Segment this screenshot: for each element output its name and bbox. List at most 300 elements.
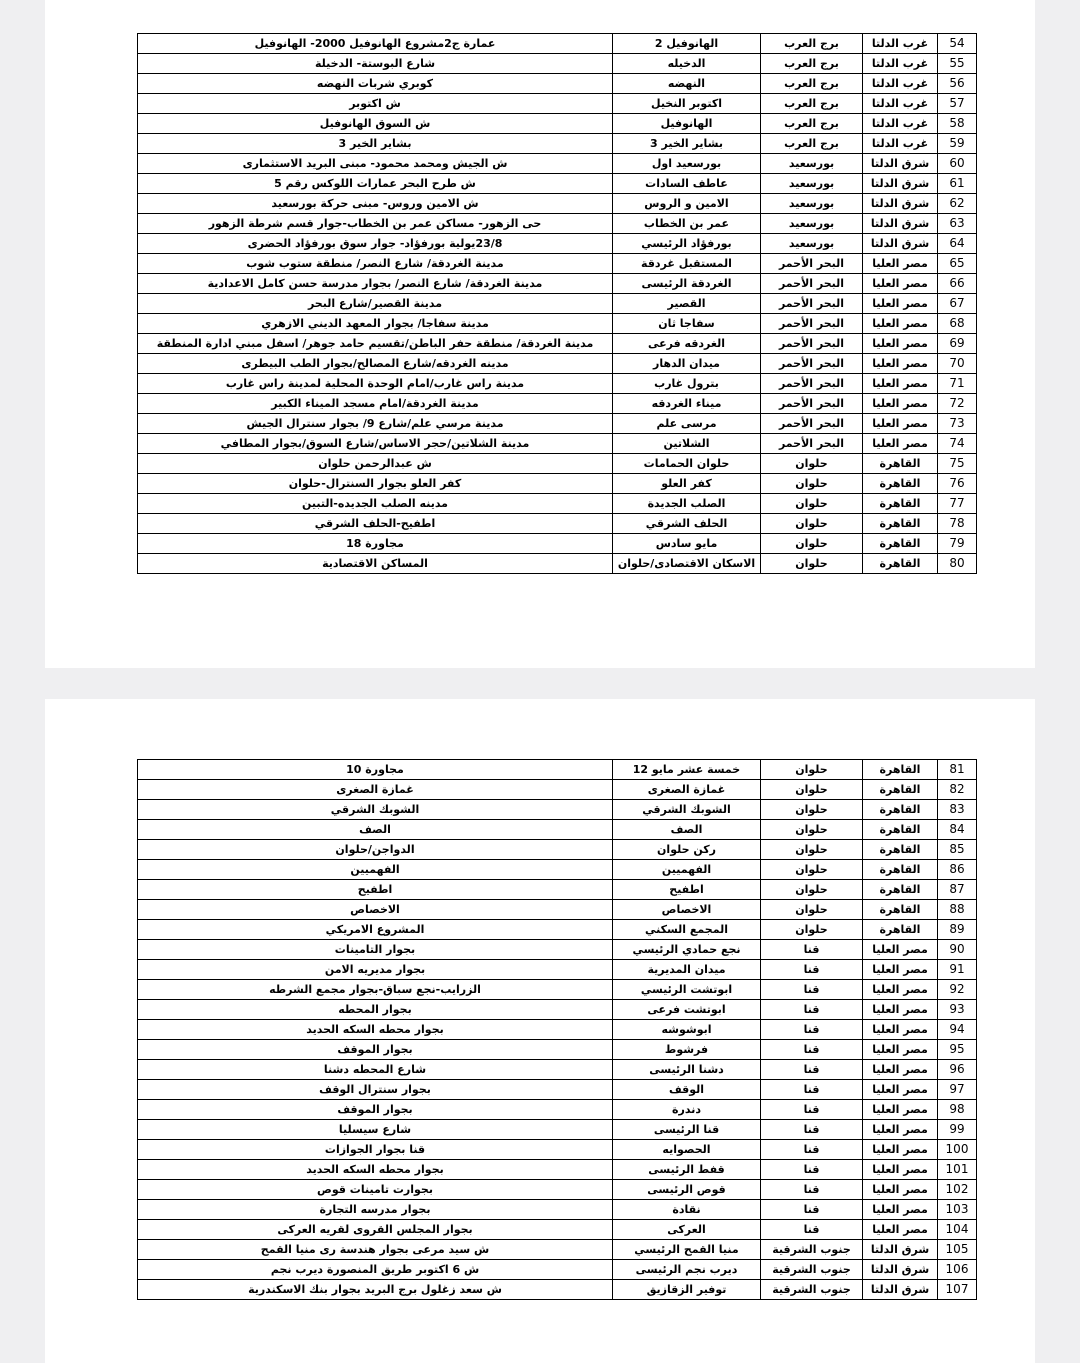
row-number-cell: 57 [938,94,977,114]
address-cell: بجوار الموقف [138,1100,613,1120]
region-cell: مصر العليا [863,1080,938,1100]
office-cell: قنا الرئيسى [613,1120,761,1140]
region-cell: القاهرة [863,760,938,780]
row-number-cell: 60 [938,154,977,174]
branches-table-1 [137,33,977,574]
region-cell: شرق الدلتا [863,1280,938,1300]
row-number-cell: 66 [938,274,977,294]
table-row [138,274,977,294]
governorate-cell: بورسعيد [761,194,863,214]
governorate-cell: برج العرب [761,34,863,54]
office-cell: ديرب نجم الرئيسى [613,1260,761,1280]
address-cell: شارع البوستة- الدخيلة [138,54,613,74]
office-cell: بورفؤاد الرئيسي [613,234,761,254]
office-cell: ابوتشت الرئيسي [613,980,761,1000]
region-cell: مصر العليا [863,960,938,980]
address-cell: بجوار التامينات [138,940,613,960]
row-number-cell: 54 [938,34,977,54]
region-cell: مصر العليا [863,1100,938,1120]
table-row [138,374,977,394]
address-cell: الصف [138,820,613,840]
row-number-cell: 75 [938,454,977,474]
office-cell: النهضه [613,74,761,94]
table-row [138,314,977,334]
governorate-cell: قنا [761,1220,863,1240]
address-cell: قنا بجوار الجوازات [138,1140,613,1160]
office-cell: الامين و الروس [613,194,761,214]
row-number-cell: 70 [938,354,977,374]
region-cell: شرق الدلتا [863,214,938,234]
office-cell: بشاير الخير 3 [613,134,761,154]
address-cell: 23/8يولية بورفؤاد- جوار سوق بورفؤاد الحضرى [138,234,613,254]
row-number-cell: 83 [938,800,977,820]
office-cell: الفهميين [613,860,761,880]
region-cell: مصر العليا [863,274,938,294]
table-row [138,1200,977,1220]
row-number-cell: 107 [938,1280,977,1300]
region-cell: القاهرة [863,920,938,940]
address-cell: المساكن الاقتصادية [138,554,613,574]
region-cell: مصر العليا [863,1000,938,1020]
office-cell: نقادة [613,1200,761,1220]
governorate-cell: قنا [761,1000,863,1020]
governorate-cell: حلوان [761,534,863,554]
region-cell: مصر العليا [863,1160,938,1180]
address-cell: ش سعد زغلول برج البريد بجوار بنك الاسكندرية [138,1280,613,1300]
table-row [138,354,977,374]
governorate-cell: قنا [761,980,863,1000]
address-cell: بجوار المحطه [138,1000,613,1020]
region-cell: مصر العليا [863,254,938,274]
row-number-cell: 79 [938,534,977,554]
table-row [138,1140,977,1160]
region-cell: القاهرة [863,880,938,900]
governorate-cell: البحر الأحمر [761,314,863,334]
table-row [138,960,977,980]
office-cell: الحلف الشرقي [613,514,761,534]
address-cell: شارع سيسليا [138,1120,613,1140]
table-row [138,194,977,214]
governorate-cell: قنا [761,1020,863,1040]
region-cell: شرق الدلتا [863,154,938,174]
office-cell: قوص الرئيسى [613,1180,761,1200]
region-cell: القاهرة [863,454,938,474]
row-number-cell: 101 [938,1160,977,1180]
address-cell: ش سيد مرعى بجوار هندسة رى منيا القمح [138,1240,613,1260]
table-row [138,980,977,1000]
region-cell: القاهرة [863,554,938,574]
table-row [138,134,977,154]
address-cell: ش الامين وروس- مبنى حركة بورسعيد [138,194,613,214]
address-cell: الدواجن/حلوان [138,840,613,860]
governorate-cell: حلوان [761,920,863,940]
table-row [138,474,977,494]
table-row [138,780,977,800]
office-cell: القصير [613,294,761,314]
office-cell: الشوبك الشرقي [613,800,761,820]
office-cell: الهانوفيل [613,114,761,134]
address-cell: بجوارت تامينات قوص [138,1180,613,1200]
row-number-cell: 90 [938,940,977,960]
office-cell: الصف [613,820,761,840]
address-cell: ش طرح البحر عمارات اللوكس رقم 5 [138,174,613,194]
table-row [138,940,977,960]
governorate-cell: قنا [761,1040,863,1060]
governorate-cell: برج العرب [761,94,863,114]
row-number-cell: 87 [938,880,977,900]
table-row [138,1260,977,1280]
office-cell: الشلاتين [613,434,761,454]
address-cell: ش 6 اكتوبر طريق المنصورة ديرب نجم [138,1260,613,1280]
address-cell: شارع المحطه دشنا [138,1060,613,1080]
governorate-cell: البحر الأحمر [761,274,863,294]
governorate-cell: حلوان [761,760,863,780]
office-cell: مايو سادس [613,534,761,554]
office-cell: المستقبل غردقة [613,254,761,274]
document-page-2 [45,699,1035,1363]
region-cell: القاهرة [863,514,938,534]
row-number-cell: 89 [938,920,977,940]
office-cell: الاسكان الاقتصادى/حلوان [613,554,761,574]
table-row [138,74,977,94]
region-cell: مصر العليا [863,294,938,314]
governorate-cell: قنا [761,1080,863,1100]
region-cell: مصر العليا [863,434,938,454]
row-number-cell: 61 [938,174,977,194]
region-cell: القاهرة [863,840,938,860]
address-cell: بجوار سنترال الوقف [138,1080,613,1100]
governorate-cell: البحر الأحمر [761,294,863,314]
governorate-cell: حلوان [761,800,863,820]
address-cell: غمازة الصغرى [138,780,613,800]
governorate-cell: بورسعيد [761,174,863,194]
address-cell: مدينة الغردقة/ شارع النصر/ منطقة ستوب شوب [138,254,613,274]
governorate-cell: بورسعيد [761,214,863,234]
row-number-cell: 67 [938,294,977,314]
table-row [138,534,977,554]
region-cell: القاهرة [863,800,938,820]
table-row [138,1280,977,1300]
address-cell: مدينة الغردقة/امام مسجد الميناء الكبير [138,394,613,414]
region-cell: مصر العليا [863,1060,938,1080]
office-cell: العركى [613,1220,761,1240]
governorate-cell: برج العرب [761,114,863,134]
region-cell: شرق الدلتا [863,1260,938,1280]
row-number-cell: 86 [938,860,977,880]
address-cell: بجوار محطه السكه الحديد [138,1020,613,1040]
address-cell: ش اكتوبر [138,94,613,114]
row-number-cell: 95 [938,1040,977,1060]
address-cell: بشاير الخير 3 [138,134,613,154]
governorate-cell: حلوان [761,860,863,880]
address-cell: الاخصاص [138,900,613,920]
table-row [138,94,977,114]
office-cell: بورسعيد اول [613,154,761,174]
table-row [138,414,977,434]
row-number-cell: 59 [938,134,977,154]
address-cell: ش الجيش ومحمد محمود- مبنى البريد الاستثمارى [138,154,613,174]
table-row [138,214,977,234]
office-cell: الحصوايه [613,1140,761,1160]
office-cell: الاخصاص [613,900,761,920]
governorate-cell: بورسعيد [761,234,863,254]
row-number-cell: 78 [938,514,977,534]
table-row [138,1180,977,1200]
governorate-cell: جنوب الشرقية [761,1260,863,1280]
governorate-cell: قنا [761,1120,863,1140]
row-number-cell: 100 [938,1140,977,1160]
region-cell: مصر العليا [863,394,938,414]
office-cell: منيا القمح الرئيسي [613,1240,761,1260]
governorate-cell: بورسعيد [761,154,863,174]
row-number-cell: 80 [938,554,977,574]
table-row [138,1100,977,1120]
row-number-cell: 63 [938,214,977,234]
table-row [138,254,977,274]
region-cell: مصر العليا [863,940,938,960]
address-cell: مجاورة 18 [138,534,613,554]
row-number-cell: 92 [938,980,977,1000]
table-row [138,514,977,534]
table-row [138,860,977,880]
office-cell: سفاجا ثان [613,314,761,334]
region-cell: شرق الدلتا [863,234,938,254]
region-cell: غرب الدلتا [863,34,938,54]
region-cell: القاهرة [863,820,938,840]
address-cell: اطفيح-الحلف الشرقي [138,514,613,534]
table-row [138,334,977,354]
table-row [138,554,977,574]
region-cell: مصر العليا [863,374,938,394]
branches-table-2 [137,759,977,1300]
region-cell: القاهرة [863,494,938,514]
region-cell: مصر العليا [863,1140,938,1160]
address-cell: ش عبدالرحمن حلوان [138,454,613,474]
row-number-cell: 85 [938,840,977,860]
governorate-cell: حلوان [761,880,863,900]
governorate-cell: حلوان [761,494,863,514]
row-number-cell: 72 [938,394,977,414]
governorate-cell: قنا [761,940,863,960]
region-cell: غرب الدلتا [863,114,938,134]
address-cell: مدينة الشلاتين/حجر الاساس/شارع السوق/بجوار المطافي [138,434,613,454]
row-number-cell: 82 [938,780,977,800]
table-row [138,434,977,454]
row-number-cell: 99 [938,1120,977,1140]
row-number-cell: 105 [938,1240,977,1260]
region-cell: مصر العليا [863,414,938,434]
region-cell: مصر العليا [863,1200,938,1220]
address-cell: مدينة القصير/شارع البحر [138,294,613,314]
region-cell: شرق الدلتا [863,1240,938,1260]
office-cell: بترول غارب [613,374,761,394]
table-row [138,1020,977,1040]
governorate-cell: قنا [761,1140,863,1160]
office-cell: اطفيح [613,880,761,900]
governorate-cell: برج العرب [761,74,863,94]
region-cell: غرب الدلتا [863,74,938,94]
address-cell: الشوبك الشرقي [138,800,613,820]
table-row [138,1220,977,1240]
row-number-cell: 73 [938,414,977,434]
row-number-cell: 69 [938,334,977,354]
table-row [138,900,977,920]
row-number-cell: 98 [938,1100,977,1120]
office-cell: غمازة الصغرى [613,780,761,800]
office-cell: الهانوفيل 2 [613,34,761,54]
address-cell: مدينة الغردقة/ منطقة حفر الباطن/تقسيم حامد جوهر/ اسفل مبني ادارة المنطقة [138,334,613,354]
office-cell: فرشوط [613,1040,761,1060]
table-row [138,1160,977,1180]
address-cell: بجوار الموقف [138,1040,613,1060]
table-row [138,154,977,174]
office-cell: كفر العلو [613,474,761,494]
table-row [138,1040,977,1060]
row-number-cell: 106 [938,1260,977,1280]
table-row [138,820,977,840]
office-cell: ابوشوشه [613,1020,761,1040]
table-row [138,174,977,194]
table-row [138,54,977,74]
office-cell: نجع حمادي الرئيسي [613,940,761,960]
address-cell: بجوار مدرسه التجارة [138,1200,613,1220]
table-row [138,394,977,414]
table-row [138,760,977,780]
governorate-cell: جنوب الشرقية [761,1280,863,1300]
address-cell: اطفيح [138,880,613,900]
governorate-cell: حلوان [761,554,863,574]
region-cell: مصر العليا [863,314,938,334]
row-number-cell: 56 [938,74,977,94]
table-row [138,34,977,54]
row-number-cell: 94 [938,1020,977,1040]
row-number-cell: 76 [938,474,977,494]
address-cell: مدينه الغردقه/شارع المصالح/بجوار الطب البيطرى [138,354,613,374]
office-cell: ركن حلوان [613,840,761,860]
row-number-cell: 68 [938,314,977,334]
governorate-cell: جنوب الشرقية [761,1240,863,1260]
governorate-cell: البحر الأحمر [761,334,863,354]
document-page-1 [45,0,1035,668]
row-number-cell: 74 [938,434,977,454]
region-cell: شرق الدلتا [863,194,938,214]
address-cell: الزرايب-نجع سباق-بجوار مجمع الشرطه [138,980,613,1000]
governorate-cell: البحر الأحمر [761,254,863,274]
region-cell: مصر العليا [863,980,938,1000]
region-cell: مصر العليا [863,354,938,374]
table-row [138,1060,977,1080]
office-cell: عاطف السادات [613,174,761,194]
region-cell: مصر العليا [863,334,938,354]
row-number-cell: 55 [938,54,977,74]
region-cell: مصر العليا [863,1040,938,1060]
governorate-cell: برج العرب [761,134,863,154]
office-cell: حلوان الحمامات [613,454,761,474]
address-cell: الفهميين [138,860,613,880]
governorate-cell: قنا [761,1200,863,1220]
table-row [138,1080,977,1100]
office-cell: الدخيله [613,54,761,74]
office-cell: دشنا الرئيسى [613,1060,761,1080]
address-cell: المشروع الامريكي [138,920,613,940]
row-number-cell: 71 [938,374,977,394]
address-cell: مدينة سفاجا/ بجوار المعهد الديني الازهري [138,314,613,334]
region-cell: غرب الدلتا [863,134,938,154]
region-cell: مصر العليا [863,1020,938,1040]
office-cell: الغردقة الرئيسى [613,274,761,294]
office-cell: اكتوبر النخيل [613,94,761,114]
office-cell: عمر بن الخطاب [613,214,761,234]
governorate-cell: حلوان [761,900,863,920]
table-row [138,1120,977,1140]
table-row [138,800,977,820]
office-cell: مرسى علم [613,414,761,434]
address-cell: مدينة الغردقة/ شارع النصر/ بجوار مدرسة حسن كامل الاعدادية [138,274,613,294]
address-cell: بجوار محطه السكه الحديد [138,1160,613,1180]
address-cell: ش السوق الهانوفيل [138,114,613,134]
region-cell: مصر العليا [863,1120,938,1140]
governorate-cell: البحر الأحمر [761,434,863,454]
table-row [138,494,977,514]
row-number-cell: 62 [938,194,977,214]
region-cell: القاهرة [863,860,938,880]
row-number-cell: 77 [938,494,977,514]
region-cell: القاهرة [863,474,938,494]
row-number-cell: 96 [938,1060,977,1080]
address-cell: مدينة راس غارب/امام الوحدة المحلية لمدينة راس غارب [138,374,613,394]
region-cell: القاهرة [863,534,938,554]
table-row [138,880,977,900]
governorate-cell: قنا [761,1060,863,1080]
table-body [138,34,977,574]
address-cell: عمارة ج2مشروع الهانوفيل 2000- الهانوفيل [138,34,613,54]
office-cell: الصلب الجديدة [613,494,761,514]
office-cell: الغردقه فرعى [613,334,761,354]
row-number-cell: 84 [938,820,977,840]
row-number-cell: 91 [938,960,977,980]
governorate-cell: حلوان [761,474,863,494]
table-row [138,920,977,940]
governorate-cell: البحر الأحمر [761,374,863,394]
office-cell: المجمع السكني [613,920,761,940]
row-number-cell: 93 [938,1000,977,1020]
region-cell: مصر العليا [863,1180,938,1200]
table-row [138,114,977,134]
row-number-cell: 102 [938,1180,977,1200]
governorate-cell: حلوان [761,780,863,800]
row-number-cell: 65 [938,254,977,274]
governorate-cell: البحر الأحمر [761,394,863,414]
table-row [138,234,977,254]
address-cell: كفر العلو بجوار السنترال-حلوان [138,474,613,494]
row-number-cell: 97 [938,1080,977,1100]
table-row [138,840,977,860]
row-number-cell: 58 [938,114,977,134]
office-cell: خمسة عشر مايو 12 [613,760,761,780]
table-row [138,294,977,314]
table-body [138,760,977,1300]
region-cell: مصر العليا [863,1220,938,1240]
address-cell: مدينه الصلب الجديده-التبين [138,494,613,514]
office-cell: الوقف [613,1080,761,1100]
row-number-cell: 103 [938,1200,977,1220]
region-cell: القاهرة [863,780,938,800]
row-number-cell: 104 [938,1220,977,1240]
address-cell: مدينة مرسي علم/شارع 9/ بجوار سنترال الجيش [138,414,613,434]
address-cell: بجوار مديريه الامن [138,960,613,980]
governorate-cell: قنا [761,1160,863,1180]
table-row [138,1000,977,1020]
